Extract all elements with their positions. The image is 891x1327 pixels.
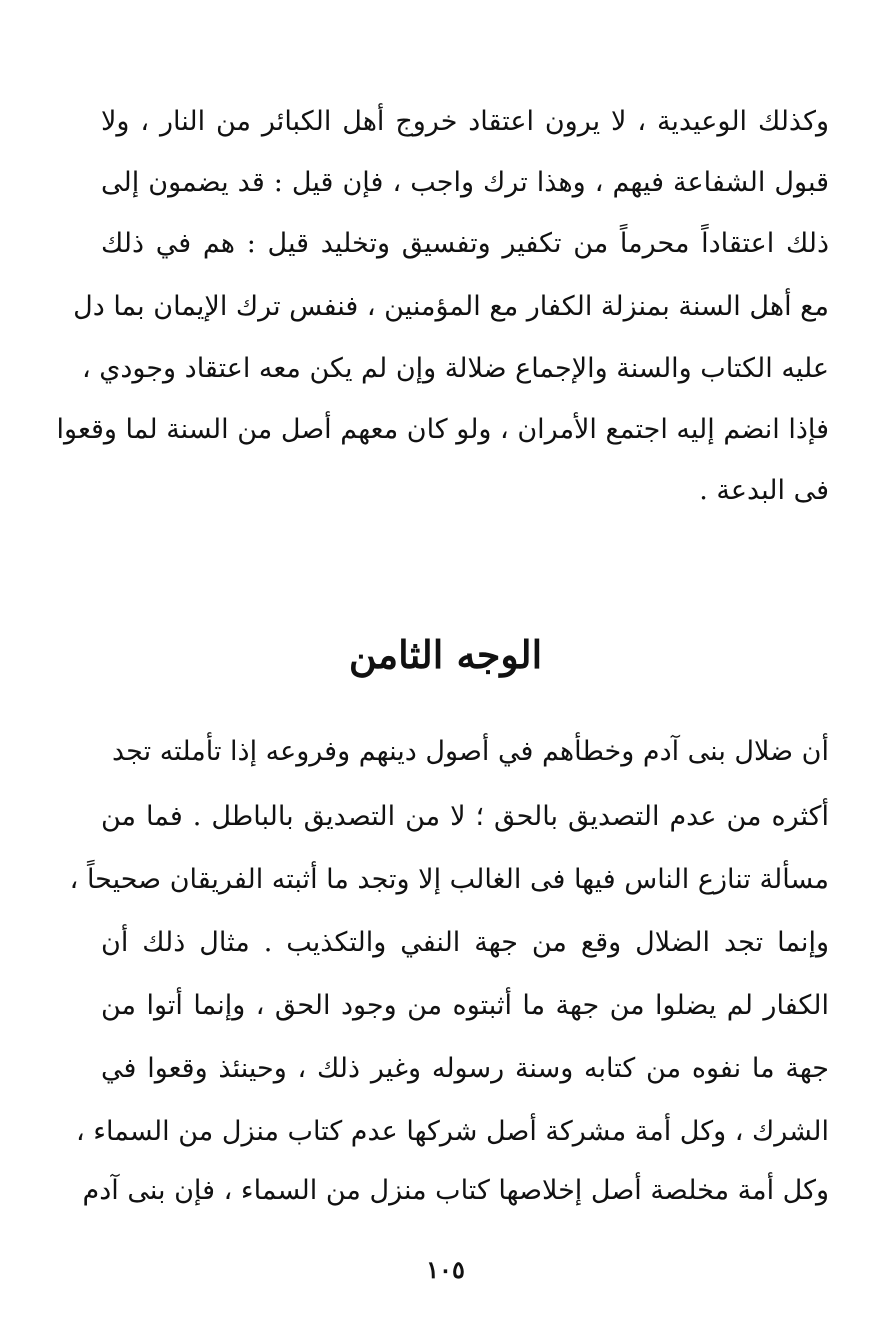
section-heading: الوجه الثامن <box>348 632 543 677</box>
text-line: أن ضلال بنى آدم وخطأهم في أصول دينهم وفروعه إذا تأملته تجد <box>112 736 829 767</box>
text-line: مع أهل السنة بمنزلة الكفار مع المؤمنين ، فنفس ترك الإيمان بما دل <box>73 291 829 322</box>
text-line: أكثره من عدم التصديق بالحق ؛ لا من التصديق بالباطل . فما من <box>101 801 829 832</box>
page-number: ١٠٥ <box>426 1255 465 1284</box>
text-line: مسألة تنازع الناس فيها فى الغالب إلا وتجد ما أثبته الفريقان صحيحاً ، <box>69 864 829 895</box>
text-line: وكذلك الوعيدية ، لا يرون اعتقاد خروج أهل الكبائر من النار ، ولا <box>101 106 829 137</box>
text-line: عليه الكتاب والسنة والإجماع ضلالة وإن لم يكن معه اعتقاد وجودي ، <box>81 353 829 384</box>
text-line: وإنما تجد الضلال وقع من جهة النفي والتكذيب . مثال ذلك أن <box>101 927 829 958</box>
text-line: فإذا انضم إليه اجتمع الأمران ، ولو كان معهم أصل من السنة لما وقعوا <box>56 414 829 445</box>
text-line: فى البدعة . <box>699 475 829 506</box>
text-line: جهة ما نفوه من كتابه وسنة رسوله وغير ذلك ، وحينئذ وقعوا في <box>101 1053 829 1084</box>
text-line: وكل أمة مخلصة أصل إخلاصها كتاب منزل من السماء ، فإن بنى آدم <box>82 1175 829 1206</box>
text-line: قبول الشفاعة فيهم ، وهذا ترك واجب ، فإن قيل : قد يضمون إلى <box>101 167 829 198</box>
text-line: ذلك اعتقاداً محرماً من تكفير وتفسيق وتخليد قيل : هم في ذلك <box>101 228 829 259</box>
text-line: الكفار لم يضلوا من جهة ما أثبتوه من وجود الحق ، وإنما أتوا من <box>101 990 829 1021</box>
text-line: الشرك ، وكل أمة مشركة أصل شركها عدم كتاب منزل من السماء ، <box>76 1116 829 1147</box>
